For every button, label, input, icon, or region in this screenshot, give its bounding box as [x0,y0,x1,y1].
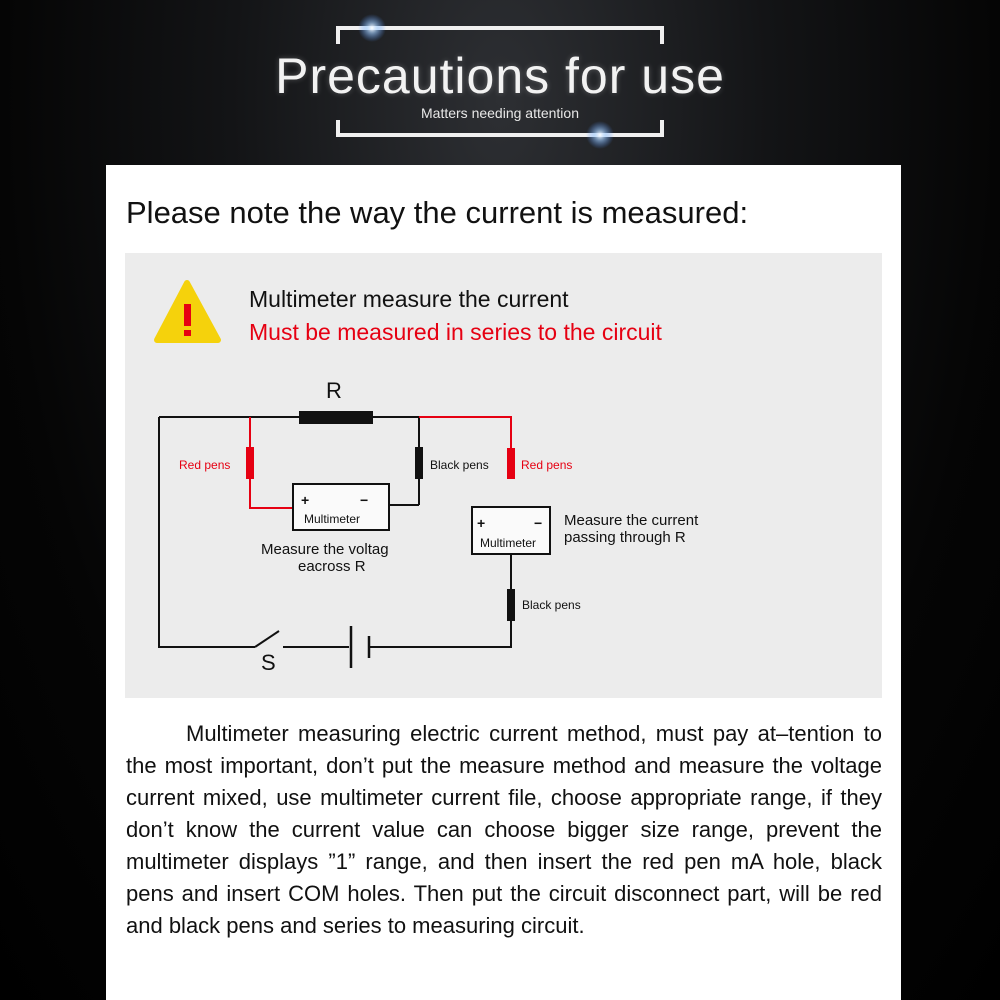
circuit-wires [159,417,511,647]
right-meter-plus: + [477,515,486,531]
resistor-label: R [326,378,342,403]
current-caption-line-2: passing through R [564,529,686,546]
red-pen-probe-right [507,448,515,479]
right-meter-label: Multimeter [480,536,537,550]
current-caption-line-1: Measure the current [564,512,699,529]
header-banner [0,0,1000,165]
content-panel [106,165,901,1000]
instruction-paragraph: Multimeter measuring electric current method, must pay at–tention to the most important, don’t put the measure method and measure the voltage current mixed, use multimeter current file, choose appropriate range, if they don’t know the current value can choose bigger size range, prevent the multimeter displays ”1” range, and then insert the red pen mA hole, black pens and insert COM holes. Then put the circuit disconnect part, will be red and black pens and series to measuring circuit. [126,721,882,938]
black-pen-probe-left [415,447,423,479]
page-subtitle: Matters needing attention [421,105,579,121]
left-meter-label: Multimeter [304,512,361,526]
glow-spark [358,14,386,42]
voltage-caption-line-1: Measure the voltag [261,541,389,558]
resistor-r [299,411,373,424]
black-pen-probe-right [507,589,515,621]
right-black-pen-label: Black pens [522,598,581,612]
left-black-pen-label: Black pens [430,458,489,472]
battery-icon [351,626,369,668]
voltage-caption-line-2: eacross R [298,558,366,575]
page-title: Precautions for use [275,48,725,104]
warning-line-2: Must be measured in series to the circuit [249,319,662,345]
switch-label: S [261,650,276,675]
left-meter-minus: − [360,492,369,508]
left-meter-plus: + [301,492,310,508]
circuit-diagram [125,253,882,698]
right-meter-minus: − [534,515,543,531]
red-pen-probe-left [246,447,254,479]
right-red-pen-label: Red pens [521,458,573,472]
left-red-pen-label: Red pens [179,458,231,472]
warning-line-1: Multimeter measure the current [249,286,569,312]
warning-triangle-icon [157,283,218,340]
panel-heading: Please note the way the current is measured: [126,195,749,230]
glow-spark [586,121,614,149]
